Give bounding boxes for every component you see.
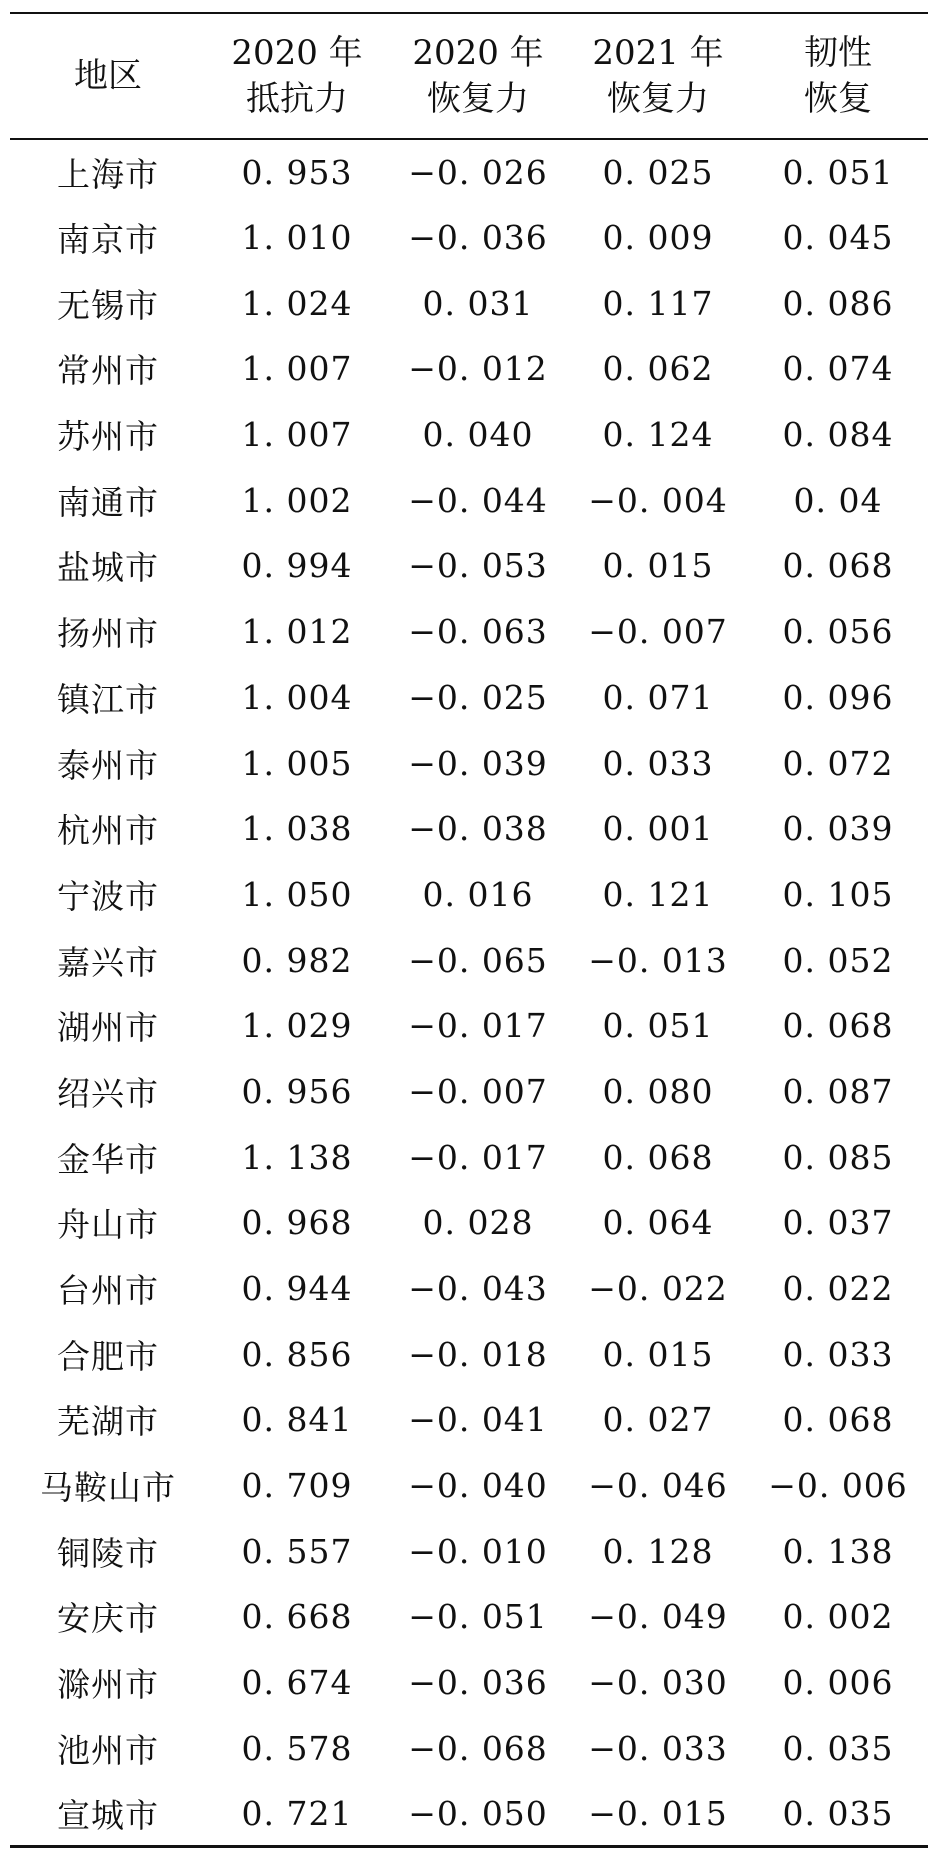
region-cell: 马鞍山市 — [40, 1468, 176, 1508]
table-row — [10, 1453, 928, 1519]
resistance-2020-cell: 1. 002 — [241, 480, 353, 520]
recovery-2021-cell: 0. 015 — [602, 546, 714, 586]
table-row — [10, 730, 928, 796]
table-row — [10, 1059, 928, 1125]
recovery-2020-cell: −0. 012 — [408, 349, 548, 389]
resilience-recovery-cell: 0. 051 — [782, 152, 894, 192]
recovery-2021-cell: −0. 013 — [588, 940, 728, 980]
header-recovery-2021 — [568, 13, 748, 139]
resilience-recovery-cell: 0. 045 — [782, 218, 894, 258]
recovery-2020-cell: −0. 036 — [408, 218, 548, 258]
recovery-2020-cell: −0. 017 — [408, 1137, 548, 1177]
table-row — [10, 1716, 928, 1782]
resistance-2020-cell: 0. 994 — [241, 546, 353, 586]
recovery-2020-cell: −0. 007 — [408, 1071, 548, 1111]
recovery-2021-cell: −0. 049 — [588, 1597, 728, 1637]
recovery-2021-cell: −0. 007 — [588, 612, 728, 652]
table-header — [10, 13, 928, 139]
resilience-recovery-cell: 0. 039 — [782, 809, 894, 849]
recovery-2020-cell: −0. 025 — [408, 677, 548, 717]
region-cell: 合肥市 — [57, 1336, 159, 1376]
region-cell: 苏州市 — [57, 417, 159, 457]
recovery-2021-cell: −0. 004 — [588, 480, 728, 520]
resilience-recovery-cell: 0. 002 — [782, 1597, 894, 1637]
table-row — [10, 1650, 928, 1716]
region-cell: 杭州市 — [57, 811, 159, 851]
table-row — [10, 139, 928, 205]
region-cell: 南通市 — [57, 482, 159, 522]
recovery-2021-cell: 0. 117 — [602, 283, 714, 323]
recovery-2021-cell: 0. 124 — [602, 415, 714, 455]
table-row — [10, 205, 928, 271]
region-cell: 池州市 — [57, 1730, 159, 1770]
table-row — [10, 1256, 928, 1322]
recovery-2020-cell: −0. 018 — [408, 1334, 548, 1374]
region-cell: 绍兴市 — [57, 1073, 159, 1113]
region-cell: 扬州市 — [57, 614, 159, 654]
recovery-2020-cell: −0. 044 — [408, 480, 548, 520]
recovery-2020-cell: −0. 039 — [408, 743, 548, 783]
region-cell: 上海市 — [57, 154, 159, 194]
recovery-2020-cell: −0. 041 — [408, 1400, 548, 1440]
resistance-2020-cell: 0. 557 — [241, 1531, 353, 1571]
table-row — [10, 402, 928, 468]
resistance-2020-cell: 1. 010 — [241, 218, 353, 258]
header-recovery-2020 — [388, 13, 568, 139]
header-region-line: 地区 — [74, 56, 142, 96]
resistance-2020-cell: 0. 856 — [241, 1334, 353, 1374]
resilience-recovery-cell: 0. 037 — [782, 1203, 894, 1243]
recovery-2020-cell: −0. 063 — [408, 612, 548, 652]
header-resilience-recovery — [748, 13, 928, 139]
resilience-recovery-cell: 0. 033 — [782, 1334, 894, 1374]
recovery-2021-cell: −0. 022 — [588, 1269, 728, 1309]
table-row — [10, 993, 928, 1059]
resistance-2020-cell: 0. 956 — [241, 1071, 353, 1111]
region-cell: 台州市 — [57, 1271, 159, 1311]
recovery-2021-cell: 0. 071 — [602, 677, 714, 717]
recovery-2020-cell: −0. 050 — [388, 1781, 568, 1847]
resilience-recovery-cell: 0. 035 — [748, 1781, 928, 1847]
resilience-recovery-cell: 0. 052 — [782, 940, 894, 980]
table-body — [10, 139, 928, 1847]
recovery-2021-cell: 0. 001 — [602, 809, 714, 849]
resilience-table — [10, 12, 928, 1848]
resilience-recovery-cell: 0. 006 — [782, 1663, 894, 1703]
header-resilience-recovery-line: 恢复 — [804, 79, 872, 119]
recovery-2021-cell: −0. 046 — [588, 1466, 728, 1506]
header-region — [10, 13, 206, 139]
recovery-2021-cell: −0. 030 — [588, 1663, 728, 1703]
recovery-2020-cell: −0. 017 — [408, 1006, 548, 1046]
resilience-recovery-cell: 0. 068 — [782, 1400, 894, 1440]
table-row — [10, 862, 928, 928]
recovery-2021-cell: 0. 025 — [602, 152, 714, 192]
region-cell: 滁州市 — [57, 1665, 159, 1705]
recovery-2020-cell: −0. 065 — [408, 940, 548, 980]
region-cell: 镇江市 — [57, 679, 159, 719]
resistance-2020-cell: 0. 721 — [206, 1781, 388, 1847]
resistance-2020-cell: 0. 674 — [241, 1663, 353, 1703]
recovery-2020-cell: −0. 010 — [408, 1531, 548, 1571]
resistance-2020-cell: 1. 012 — [241, 612, 353, 652]
table-row — [10, 796, 928, 862]
table-row — [10, 1321, 928, 1387]
table-row — [10, 927, 928, 993]
resilience-recovery-cell: 0. 035 — [782, 1728, 894, 1768]
table-row — [10, 1190, 928, 1256]
recovery-2020-cell: −0. 036 — [408, 1663, 548, 1703]
resistance-2020-cell: 0. 953 — [241, 152, 353, 192]
recovery-2021-cell: 0. 062 — [602, 349, 714, 389]
resistance-2020-cell: 1. 005 — [241, 743, 353, 783]
region-cell: 芜湖市 — [57, 1402, 159, 1442]
recovery-2020-cell: 0. 031 — [422, 283, 534, 323]
resistance-2020-cell: 0. 668 — [241, 1597, 353, 1637]
resistance-2020-cell: 1. 029 — [241, 1006, 353, 1046]
resilience-recovery-cell: 0. 022 — [782, 1269, 894, 1309]
recovery-2021-cell: 0. 064 — [602, 1203, 714, 1243]
region-cell: 金华市 — [57, 1139, 159, 1179]
table-row — [10, 1387, 928, 1453]
resistance-2020-cell: 1. 038 — [241, 809, 353, 849]
resilience-recovery-cell: 0. 087 — [782, 1071, 894, 1111]
recovery-2021-cell: 0. 051 — [602, 1006, 714, 1046]
header-resistance-2020-line: 2020 年 — [231, 33, 363, 73]
recovery-2020-cell: −0. 038 — [408, 809, 548, 849]
header-resilience-recovery-line: 韧性 — [804, 33, 872, 73]
recovery-2020-cell: 0. 028 — [422, 1203, 534, 1243]
region-cell: 铜陵市 — [57, 1533, 159, 1573]
recovery-2021-cell: −0. 015 — [568, 1781, 748, 1847]
recovery-2021-cell: 0. 015 — [602, 1334, 714, 1374]
region-cell: 常州市 — [57, 351, 159, 391]
resilience-recovery-cell: 0. 096 — [782, 677, 894, 717]
resilience-recovery-cell: 0. 04 — [793, 480, 883, 520]
region-cell: 宣城市 — [10, 1781, 206, 1847]
region-cell: 无锡市 — [57, 285, 159, 325]
recovery-2020-cell: 0. 016 — [422, 874, 534, 914]
resilience-recovery-cell: 0. 056 — [782, 612, 894, 652]
region-cell: 泰州市 — [57, 745, 159, 785]
resilience-recovery-cell: 0. 068 — [782, 1006, 894, 1046]
recovery-2020-cell: −0. 068 — [408, 1728, 548, 1768]
recovery-2021-cell: 0. 068 — [602, 1137, 714, 1177]
recovery-2021-cell: 0. 033 — [602, 743, 714, 783]
resistance-2020-cell: 1. 004 — [241, 677, 353, 717]
region-cell: 安庆市 — [57, 1599, 159, 1639]
table-row — [10, 336, 928, 402]
resistance-2020-cell: 0. 709 — [241, 1466, 353, 1506]
resilience-recovery-cell: 0. 074 — [782, 349, 894, 389]
recovery-2021-cell: 0. 080 — [602, 1071, 714, 1111]
table-row — [10, 1781, 928, 1847]
table-row — [10, 1584, 928, 1650]
header-recovery-2021-line: 恢复力 — [607, 79, 709, 119]
resilience-recovery-cell: 0. 138 — [782, 1531, 894, 1571]
region-cell: 南京市 — [57, 220, 159, 260]
table-row — [10, 467, 928, 533]
recovery-2020-cell: −0. 026 — [408, 152, 548, 192]
header-recovery-2020-line: 恢复力 — [427, 79, 529, 119]
resilience-recovery-cell: 0. 084 — [782, 415, 894, 455]
header-row — [10, 13, 928, 139]
region-cell: 湖州市 — [57, 1008, 159, 1048]
table-row — [10, 270, 928, 336]
table-row — [10, 533, 928, 599]
resilience-recovery-cell: 0. 086 — [782, 283, 894, 323]
region-cell: 舟山市 — [57, 1205, 159, 1245]
resilience-recovery-cell: 0. 105 — [782, 874, 894, 914]
recovery-2021-cell: −0. 033 — [588, 1728, 728, 1768]
resistance-2020-cell: 1. 007 — [241, 349, 353, 389]
resilience-table-container — [10, 12, 928, 1848]
recovery-2020-cell: 0. 040 — [422, 415, 534, 455]
recovery-2021-cell: 0. 128 — [602, 1531, 714, 1571]
resistance-2020-cell: 0. 944 — [241, 1269, 353, 1309]
recovery-2020-cell: −0. 040 — [408, 1466, 548, 1506]
recovery-2020-cell: −0. 053 — [408, 546, 548, 586]
header-resistance-2020 — [206, 13, 388, 139]
region-cell: 盐城市 — [57, 548, 159, 588]
table-row — [10, 665, 928, 731]
recovery-2021-cell: 0. 027 — [602, 1400, 714, 1440]
table-row — [10, 599, 928, 665]
recovery-2021-cell: 0. 121 — [602, 874, 714, 914]
header-resistance-2020-line: 抵抗力 — [246, 79, 348, 119]
resilience-recovery-cell: 0. 072 — [782, 743, 894, 783]
resilience-recovery-cell: −0. 006 — [768, 1466, 908, 1506]
resistance-2020-cell: 1. 050 — [241, 874, 353, 914]
table-row — [10, 1518, 928, 1584]
resistance-2020-cell: 0. 982 — [241, 940, 353, 980]
resistance-2020-cell: 1. 138 — [241, 1137, 353, 1177]
resistance-2020-cell: 0. 841 — [241, 1400, 353, 1440]
resistance-2020-cell: 1. 007 — [241, 415, 353, 455]
header-recovery-2020-line: 2020 年 — [412, 33, 544, 73]
resistance-2020-cell: 0. 968 — [241, 1203, 353, 1243]
region-cell: 嘉兴市 — [57, 942, 159, 982]
recovery-2021-cell: 0. 009 — [602, 218, 714, 258]
region-cell: 宁波市 — [57, 876, 159, 916]
resistance-2020-cell: 1. 024 — [241, 283, 353, 323]
resilience-recovery-cell: 0. 085 — [782, 1137, 894, 1177]
table-row — [10, 1124, 928, 1190]
recovery-2020-cell: −0. 043 — [408, 1269, 548, 1309]
recovery-2020-cell: −0. 051 — [408, 1597, 548, 1637]
resistance-2020-cell: 0. 578 — [241, 1728, 353, 1768]
resilience-recovery-cell: 0. 068 — [782, 546, 894, 586]
header-recovery-2021-line: 2021 年 — [592, 33, 724, 73]
